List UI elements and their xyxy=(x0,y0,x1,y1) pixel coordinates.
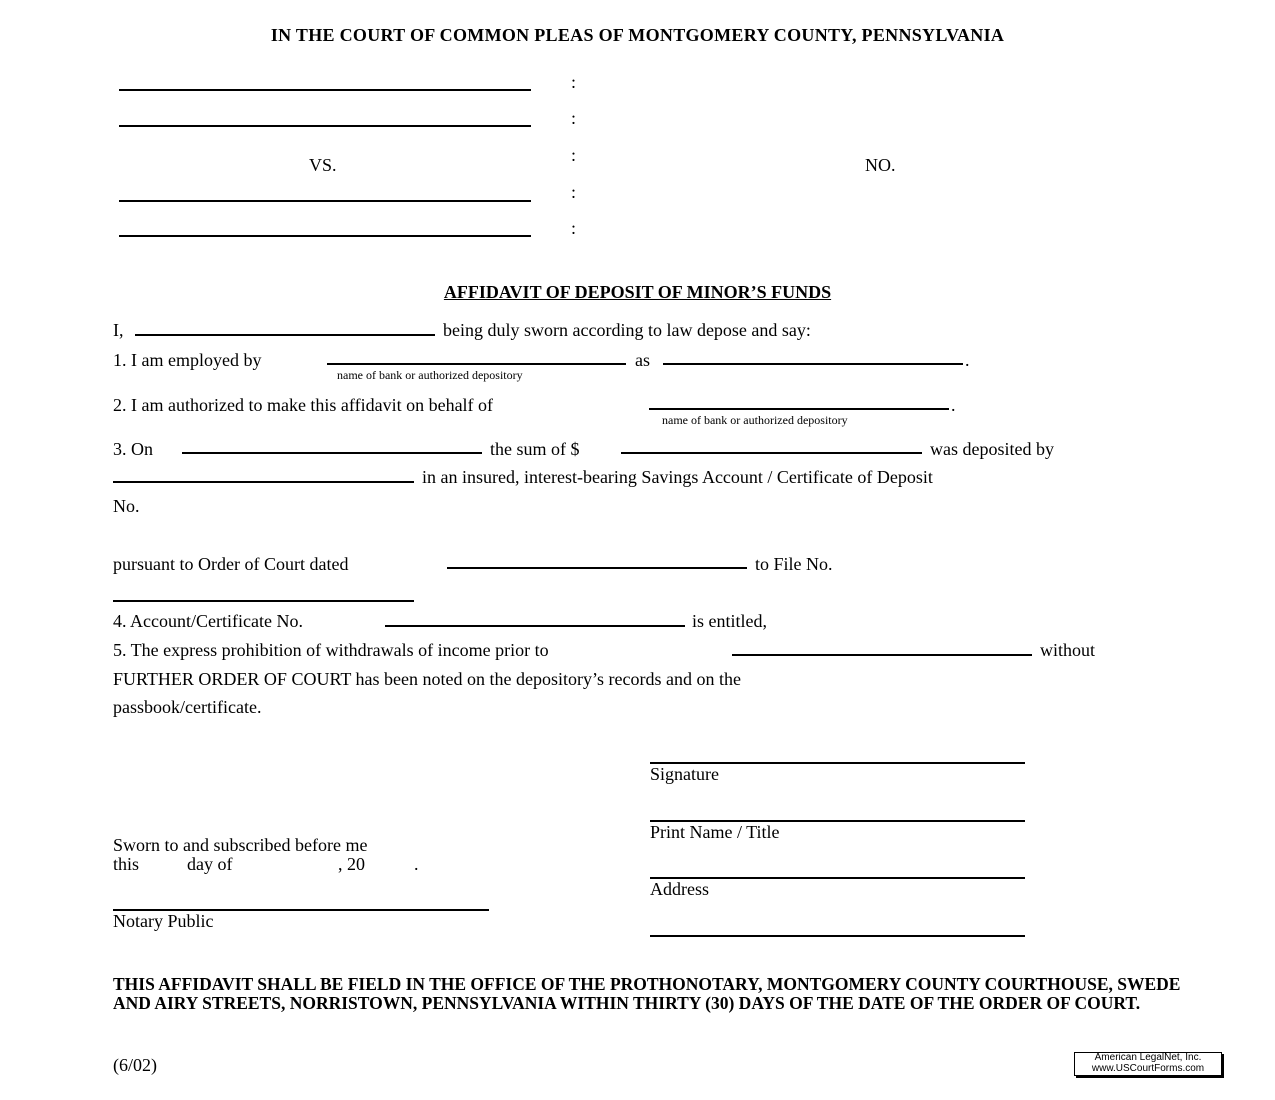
item3-account: in an insured, interest-bearing Savings Account / Certificate of Deposit xyxy=(422,467,933,487)
form-title: AFFIDAVIT OF DEPOSIT OF MINOR’S FUNDS xyxy=(443,282,832,302)
withdrawal-date-line[interactable] xyxy=(732,654,1032,656)
item1-period: . xyxy=(965,350,970,370)
file-no-line[interactable] xyxy=(113,600,414,602)
notary-label: Notary Public xyxy=(113,911,214,931)
notary-period: . xyxy=(414,854,419,874)
caption-colon: : xyxy=(571,108,577,128)
sworn-line: Sworn to and subscribed before me xyxy=(113,835,368,855)
address-label: Address xyxy=(650,879,709,899)
address-line-2[interactable] xyxy=(650,935,1025,937)
caption-colon: : xyxy=(571,72,577,92)
case-no-label: NO. xyxy=(865,155,896,175)
item3-on: 3. On xyxy=(113,439,153,459)
court-title: IN THE COURT OF COMMON PLEAS OF MONTGOMERY COUNTY, PENNSYLVANIA xyxy=(270,25,1005,45)
pursuant-suffix: to File No. xyxy=(755,554,833,574)
item2-hint: name of bank or authorized depository xyxy=(662,413,848,427)
position-line[interactable] xyxy=(663,363,963,365)
filing-notice: THIS AFFIDAVIT SHALL BE FIELD IN THE OFFICE OF THE PROTHONOTARY, MONTGOMERY COUNTY COURTHOUSE, SWEDE AND AIRY STREETS, NORRISTOWN, PENNSYLVANIA WITHIN THIRTY (30) DAYS OF THE DATE OF THE ORDER OF COURT. xyxy=(113,974,1181,1013)
caption-colon: : xyxy=(571,182,577,202)
logo-line-1: American LegalNet, Inc. xyxy=(1094,1052,1202,1063)
logo-line-2: www.USCourtForms.com xyxy=(1091,1062,1205,1074)
depositor-line[interactable] xyxy=(113,481,414,483)
vs-label: VS. xyxy=(309,155,337,175)
item5-prefix: 5. The express prohibition of withdrawals of income prior to xyxy=(113,640,549,660)
item1-as: as xyxy=(635,350,650,370)
item3-no: No. xyxy=(113,496,140,516)
caption-colon: : xyxy=(571,145,577,165)
plaintiff-line-2[interactable] xyxy=(119,125,531,127)
depository-line[interactable] xyxy=(649,408,949,410)
publisher-logo-badge xyxy=(1074,1052,1222,1076)
defendant-line-1[interactable] xyxy=(119,200,531,202)
item5-line2: FURTHER ORDER OF COURT has been noted on the depository’s records and on the xyxy=(113,669,741,689)
deposit-date-line[interactable] xyxy=(182,452,482,454)
item4-prefix: 4. Account/Certificate No. xyxy=(113,611,303,631)
item3-deposited: was deposited by xyxy=(930,439,1054,459)
plaintiff-line-1[interactable] xyxy=(119,89,531,91)
item2-period: . xyxy=(951,395,956,415)
item5-line3: passbook/certificate. xyxy=(113,697,262,717)
order-date-line[interactable] xyxy=(447,567,747,569)
pursuant-prefix: pursuant to Order of Court dated xyxy=(113,554,349,574)
intro-suffix: being duly sworn according to law depose and say: xyxy=(443,320,811,340)
year-label: , 20 xyxy=(338,854,365,874)
item3-sum: the sum of $ xyxy=(490,439,580,459)
employer-line[interactable] xyxy=(327,363,626,365)
intro-prefix: I, xyxy=(113,320,124,340)
item1-hint: name of bank or authorized depository xyxy=(337,368,523,382)
item2-prefix: 2. I am authorized to make this affidavit on behalf of xyxy=(113,395,494,415)
defendant-line-2[interactable] xyxy=(119,235,531,237)
signature-label: Signature xyxy=(650,764,719,784)
print-name-label: Print Name / Title xyxy=(650,822,780,842)
item4-suffix: is entitled, xyxy=(692,611,767,631)
account-no-line[interactable] xyxy=(385,625,685,627)
this-label: this xyxy=(113,854,140,874)
revision-date: (6/02) xyxy=(113,1055,157,1075)
item1-prefix: 1. I am employed by xyxy=(113,350,262,370)
caption-colon: : xyxy=(571,218,577,238)
item5-without: without xyxy=(1040,640,1096,660)
day-of-label: day of xyxy=(187,854,233,874)
deposit-amount-line[interactable] xyxy=(621,452,922,454)
affiant-name-line[interactable] xyxy=(135,334,435,336)
